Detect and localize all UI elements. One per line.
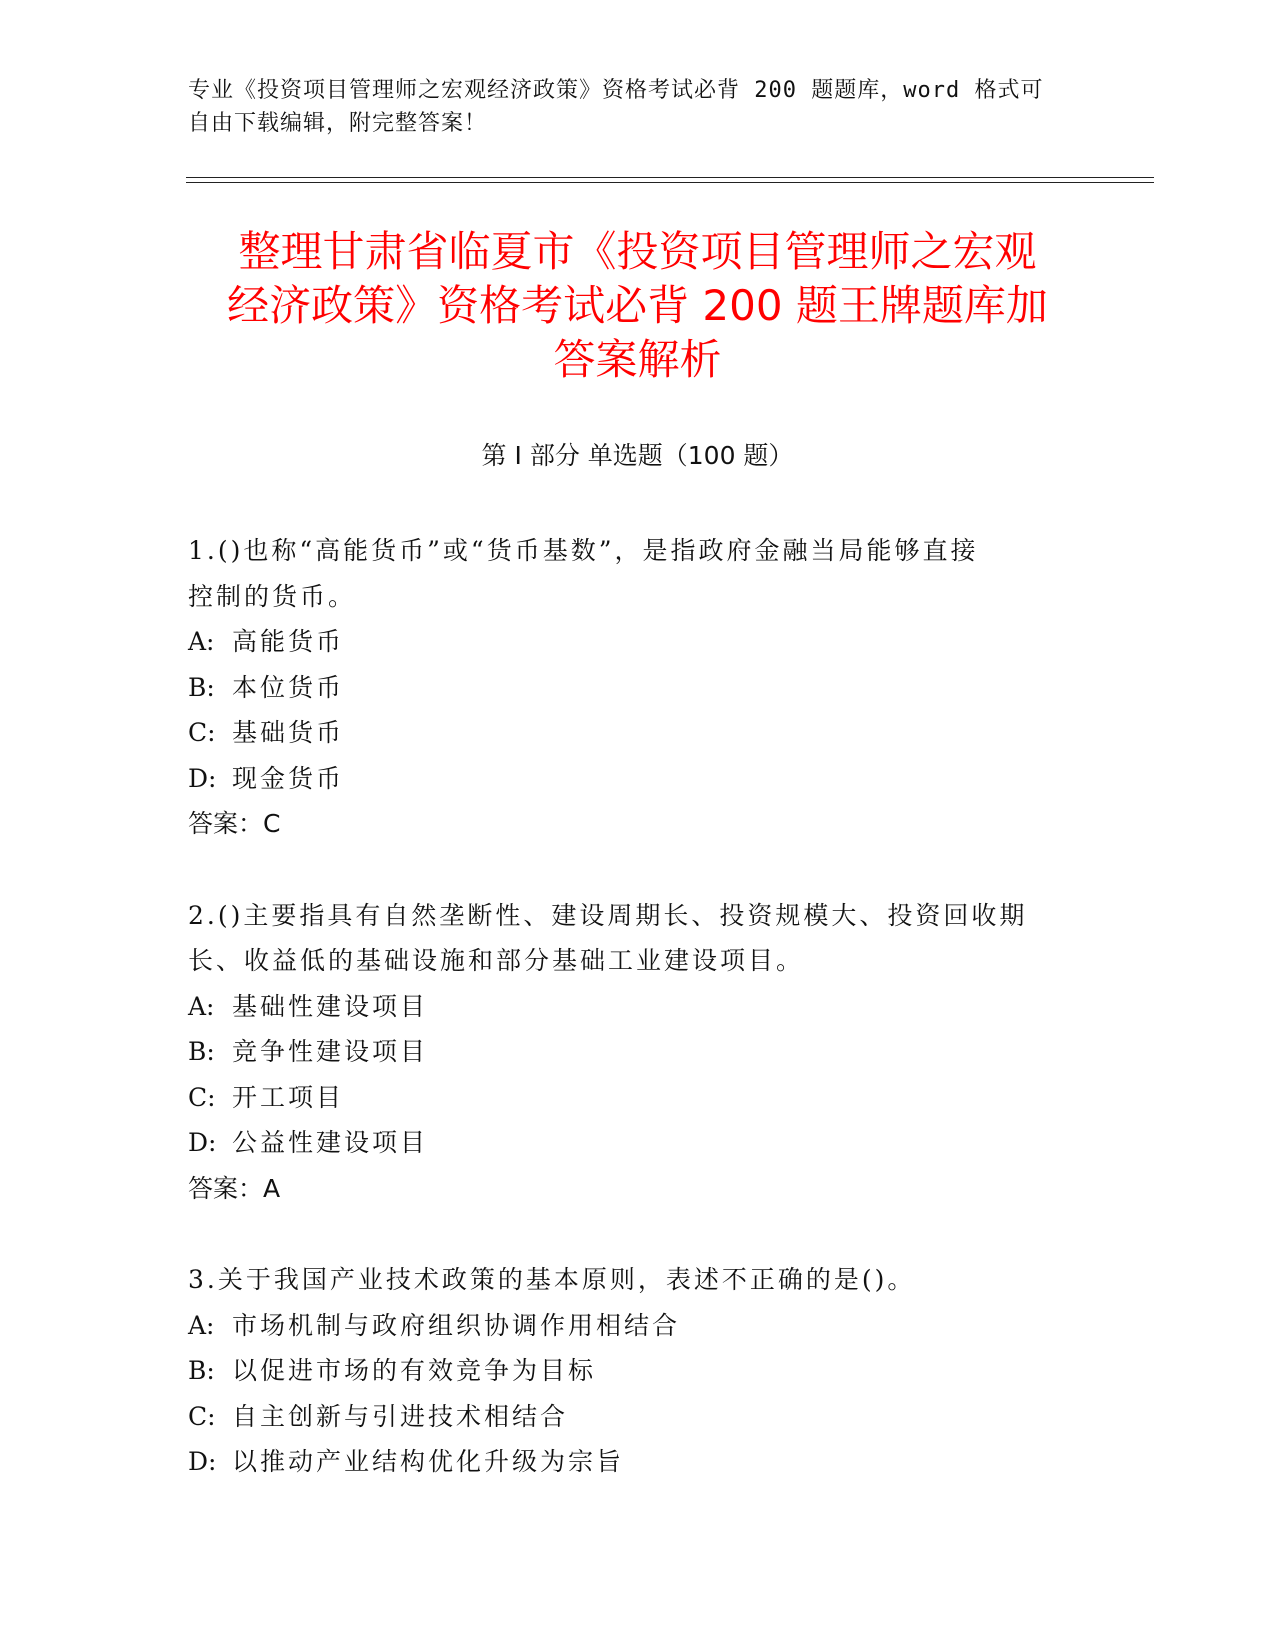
question-answer: 答案：A [188, 1173, 281, 1203]
option-label: A: [188, 1310, 215, 1340]
header-note-line-1: 专业《投资项目管理师之宏观经济政策》资格考试必背 200 题题库，word 格式可 [188, 78, 1044, 103]
option-label: C: [188, 718, 216, 747]
question-stem-line-2: 长、收益低的基础设施和部分基础工业建设项目。 [188, 946, 805, 975]
option-text: 以促进市场的有效竞争为目标 [232, 1356, 597, 1385]
option-text: 基础性建设项目 [232, 991, 429, 1021]
question-1 [188, 528, 1068, 847]
option-label: B: [188, 1037, 215, 1066]
option-text: 市场机制与政府组织协调作用相结合 [232, 1310, 681, 1340]
option-text: 开工项目 [232, 1082, 345, 1112]
document-title-line-3: 答案解析 [553, 335, 722, 384]
option-a [188, 619, 1068, 665]
option-b [188, 1029, 1068, 1075]
option-label: C: [188, 1082, 216, 1112]
option-a [188, 1303, 1068, 1349]
document-title [150, 225, 1125, 387]
question-stem-line-1: 1.()也称“高能货币”或“货币基数”，是指政府金融当局能够直接 [188, 536, 979, 565]
option-text: 基础货币 [232, 718, 345, 747]
question-2 [188, 893, 1068, 1212]
option-d [188, 1120, 1068, 1166]
option-c [188, 1075, 1068, 1121]
option-text: 竞争性建设项目 [232, 1037, 429, 1066]
document-title-line-1: 整理甘肃省临夏市《投资项目管理师之宏观 [238, 227, 1037, 276]
option-d [188, 1439, 1068, 1485]
option-text: 自主创新与引进技术相结合 [232, 1401, 569, 1431]
option-label: C: [188, 1401, 216, 1431]
option-c [188, 1394, 1068, 1440]
option-text: 现金货币 [232, 763, 345, 793]
option-label: D: [188, 1128, 217, 1157]
option-c [188, 710, 1068, 756]
option-label: A: [188, 627, 215, 656]
option-label: A: [188, 991, 215, 1021]
section-title: 第 I 部分 单选题（100 题） [481, 441, 794, 470]
option-d [188, 756, 1068, 802]
option-label: B: [188, 672, 215, 702]
question-answer: 答案：C [188, 809, 281, 838]
option-label: B: [188, 1356, 215, 1385]
document-title-line-2: 经济政策》资格考试必背 200 题王牌题库加 [227, 281, 1048, 330]
option-text: 高能货币 [232, 627, 345, 656]
option-label: D: [188, 763, 217, 793]
question-stem-line-1: 2.()主要指具有自然垄断性、建设周期长、投资规模大、投资回收期 [188, 900, 1028, 930]
option-label: D: [188, 1447, 217, 1476]
question-list [188, 528, 1068, 1531]
option-a [188, 984, 1068, 1030]
header-note-line-2: 自由下载编辑，附完整答案！ [188, 111, 488, 136]
question-stem-line-1: 3.关于我国产业技术政策的基本原则，表述不正确的是()。 [188, 1265, 916, 1294]
header-note [188, 74, 1068, 140]
option-text: 本位货币 [232, 672, 345, 702]
question-stem-line-2: 控制的货币。 [188, 581, 357, 611]
option-text: 公益性建设项目 [232, 1128, 429, 1157]
header-divider-bottom [186, 182, 1154, 183]
question-3 [188, 1257, 1068, 1485]
option-b [188, 1348, 1068, 1394]
option-text: 以推动产业结构优化升级为宗旨 [232, 1447, 625, 1476]
header-divider-top [186, 177, 1154, 178]
option-b [188, 665, 1068, 711]
